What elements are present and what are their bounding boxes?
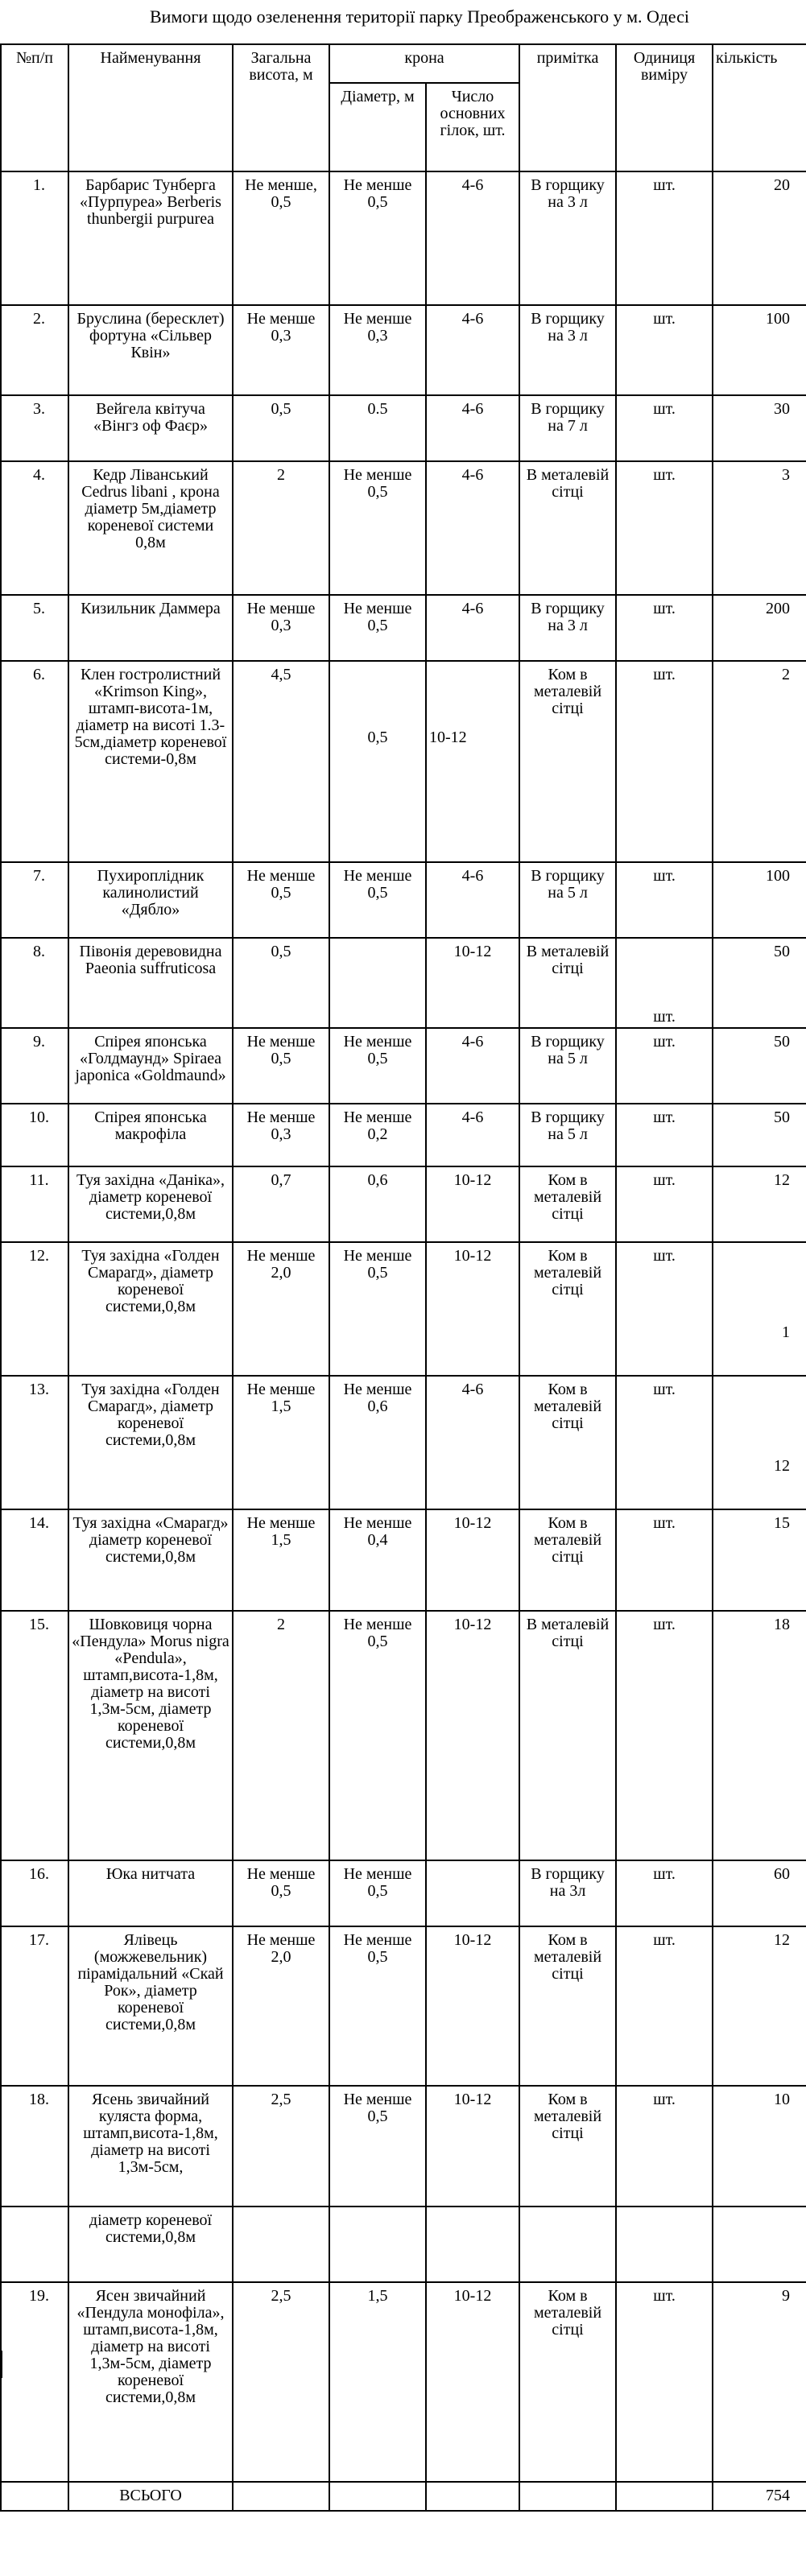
cell-height: 0,5 bbox=[233, 938, 329, 1028]
cell-qty: 9 bbox=[713, 2282, 806, 2482]
cell-unit: шт. bbox=[616, 2282, 713, 2482]
table-row bbox=[1, 1104, 806, 1166]
cell-num: 10. bbox=[1, 1104, 68, 1166]
cell-branches: 4-6 bbox=[426, 862, 519, 938]
cell-unit: шт. bbox=[616, 1104, 713, 1166]
cell-qty: 100 bbox=[713, 305, 806, 395]
cell-name: Клен гостролистний «Krimson King», штамп-висота-1м, діаметр на висоті 1.3-5см,діаметр кореневої системи-0,8м bbox=[68, 661, 233, 862]
cell-height: 0,7 bbox=[233, 1166, 329, 1242]
cell-diameter: Не менше 0,5 bbox=[329, 1028, 426, 1104]
cell-unit: шт. bbox=[616, 461, 713, 595]
table-row bbox=[1, 1611, 806, 1860]
cell-branches: 4-6 bbox=[426, 461, 519, 595]
cell-height: Не менше 0,5 bbox=[233, 862, 329, 938]
plants-table bbox=[0, 43, 806, 2512]
total-qty: 754 bbox=[713, 2482, 806, 2511]
table-row bbox=[1, 1166, 806, 1242]
header-unit: Одиниця виміру bbox=[616, 44, 713, 171]
table-row bbox=[1, 1926, 806, 2086]
table-row bbox=[1, 2207, 806, 2282]
cell-diameter: Не менше 0,5 bbox=[329, 595, 426, 661]
cell-num: 14. bbox=[1, 1509, 68, 1611]
table-row bbox=[1, 1376, 806, 1509]
cell-qty: 12 bbox=[713, 1926, 806, 2086]
cell-note: Ком в металевій сітці bbox=[519, 1926, 616, 2086]
cell-name: Кедр Ліванський Cedrus libani , крона діаметр 5м,діаметр кореневої системи 0,8м bbox=[68, 461, 233, 595]
document-title: Вимоги щодо озеленення території парку Преображенського у м. Одесі bbox=[150, 6, 689, 27]
cell-note: В горщику на 3 л bbox=[519, 171, 616, 305]
cell-unit: шт. bbox=[616, 862, 713, 938]
header-diameter: Діаметр, м bbox=[329, 83, 426, 171]
cell-branches: 4-6 bbox=[426, 595, 519, 661]
cell-diameter: Не менше 0,5 bbox=[329, 461, 426, 595]
cell-name: Юка нитчата bbox=[68, 1860, 233, 1926]
cell-name: Кизильник Даммера bbox=[68, 595, 233, 661]
cell-height: Не менше 0,5 bbox=[233, 1028, 329, 1104]
cell-height: Не менше 0,5 bbox=[233, 1860, 329, 1926]
cell-diameter: Не менше 0,4 bbox=[329, 1509, 426, 1611]
cell-name: Туя західна «Даніка», діаметр кореневої системи,0,8м bbox=[68, 1166, 233, 1242]
cell-diameter bbox=[329, 2207, 426, 2282]
cell-height: Не менше 0,3 bbox=[233, 595, 329, 661]
cell-num: 4. bbox=[1, 461, 68, 595]
cell-note: В горщику на 7 л bbox=[519, 395, 616, 461]
cell-note bbox=[519, 2207, 616, 2282]
cell-diameter: Не менше 0,6 bbox=[329, 1376, 426, 1509]
cell-branches: 10-12 bbox=[426, 1926, 519, 2086]
cell-height: Не менше 1,5 bbox=[233, 1509, 329, 1611]
cell-branches: 4-6 bbox=[426, 1028, 519, 1104]
cell-num: 8. bbox=[1, 938, 68, 1028]
table-row bbox=[1, 1242, 806, 1376]
cell-qty: 20 bbox=[713, 171, 806, 305]
total-label: ВСЬОГО bbox=[68, 2482, 233, 2511]
cell-diameter: Не менше 0,5 bbox=[329, 171, 426, 305]
cell-height: 2 bbox=[233, 461, 329, 595]
cell-name: Ялівець (можжевельник) пірамідальний «Скай Рок», діаметр кореневої системи,0,8м bbox=[68, 1926, 233, 2086]
cell-unit: шт. bbox=[616, 1166, 713, 1242]
cell-num: 9. bbox=[1, 1028, 68, 1104]
cell-height: 4,5 bbox=[233, 661, 329, 862]
cell-qty: 3 bbox=[713, 461, 806, 595]
header-name: Найменування bbox=[68, 44, 233, 171]
table-row bbox=[1, 1028, 806, 1104]
cell-diameter: 0,6 bbox=[329, 1166, 426, 1242]
cell-height: 2,5 bbox=[233, 2086, 329, 2207]
cell-note: Ком в металевій сітці bbox=[519, 1509, 616, 1611]
cell-diameter: Не менше 0,5 bbox=[329, 1242, 426, 1376]
cell-note: Ком в металевій сітці bbox=[519, 2086, 616, 2207]
cell-num: 19. bbox=[1, 2282, 68, 2482]
cell-name: Півонія деревовидна Paeonia suffruticosa bbox=[68, 938, 233, 1028]
cell-height: Не менше, 0,5 bbox=[233, 171, 329, 305]
cell-branches: 10-12 bbox=[426, 1509, 519, 1611]
table-row bbox=[1, 1860, 806, 1926]
cell-qty: 50 bbox=[713, 1028, 806, 1104]
cell-name: Ясен звичайний «Пендула монофіла», штамп,висота-1,8м, діаметр на висоті 1,3м-5см, діаметр кореневої системи,0,8м bbox=[68, 2282, 233, 2482]
cell-height: Не менше 2,0 bbox=[233, 1242, 329, 1376]
cell-note: В горщику на 3л bbox=[519, 1860, 616, 1926]
cell-name: Спірея японська «Голдмаунд» Spiraea japonica «Goldmaund» bbox=[68, 1028, 233, 1104]
cell-name: Туя західна «Голден Смарагд», діаметр кореневої системи,0,8м bbox=[68, 1242, 233, 1376]
cell-branches: 4-6 bbox=[426, 171, 519, 305]
cell-diameter: Не менше 0,5 bbox=[329, 1611, 426, 1860]
cell-num: 13. bbox=[1, 1376, 68, 1509]
cell-unit: шт. bbox=[616, 1509, 713, 1611]
cell-num: 3. bbox=[1, 395, 68, 461]
table-row bbox=[1, 1509, 806, 1611]
cell-name: Спірея японська макрофіла bbox=[68, 1104, 233, 1166]
cell-diameter: Не менше 0,2 bbox=[329, 1104, 426, 1166]
cell-num: 17. bbox=[1, 1926, 68, 2086]
table-row bbox=[1, 661, 806, 862]
cell-num: 16. bbox=[1, 1860, 68, 1926]
total-row bbox=[1, 2482, 806, 2511]
cell-num: 5. bbox=[1, 595, 68, 661]
cell-note: В горщику на 5 л bbox=[519, 862, 616, 938]
cell-unit: шт. bbox=[616, 1376, 713, 1509]
cell-name: Туя західна «Смарагд» діаметр кореневої системи,0,8м bbox=[68, 1509, 233, 1611]
cell-note: В металевій сітці bbox=[519, 461, 616, 595]
cell-qty: 12 bbox=[713, 1166, 806, 1242]
cell-height: 2 bbox=[233, 1611, 329, 1860]
cell-unit: шт. bbox=[616, 171, 713, 305]
cell-height: Не менше 2,0 bbox=[233, 1926, 329, 2086]
cell-qty: 10 bbox=[713, 2086, 806, 2207]
cell-diameter: Не менше 0,5 bbox=[329, 862, 426, 938]
cell-qty: 200 bbox=[713, 595, 806, 661]
cell-name: Пухироплідник калинолистий «Дябло» bbox=[68, 862, 233, 938]
cell-branches: 10-12 bbox=[426, 938, 519, 1028]
cell-branches: 10-12 bbox=[426, 661, 519, 862]
cell-branches: 10-12 bbox=[426, 2282, 519, 2482]
cell-note: В металевій сітці bbox=[519, 938, 616, 1028]
cell-unit: шт. bbox=[616, 1926, 713, 2086]
cell-qty: 12 bbox=[713, 1376, 806, 1509]
cell-height: 2,5 bbox=[233, 2282, 329, 2482]
table-row bbox=[1, 171, 806, 305]
cell-branches: 4-6 bbox=[426, 395, 519, 461]
cell-name: діаметр кореневої системи,0,8м bbox=[68, 2207, 233, 2282]
cell-unit: шт. bbox=[616, 2086, 713, 2207]
cell-diameter: Не менше 0,5 bbox=[329, 2086, 426, 2207]
cell-unit: шт. bbox=[616, 661, 713, 862]
cell-unit: шт. bbox=[616, 395, 713, 461]
table-row bbox=[1, 2086, 806, 2207]
cell-num: 12. bbox=[1, 1242, 68, 1376]
cell-qty: 15 bbox=[713, 1509, 806, 1611]
header-crown: крона bbox=[329, 44, 519, 83]
cell-unit: шт. bbox=[616, 938, 713, 1028]
cell-num: 2. bbox=[1, 305, 68, 395]
cell-unit: шт. bbox=[616, 1028, 713, 1104]
table-row bbox=[1, 938, 806, 1028]
cell-branches bbox=[426, 2207, 519, 2282]
cell-unit: шт. bbox=[616, 1860, 713, 1926]
cell-branches: 4-6 bbox=[426, 1104, 519, 1166]
cell-qty: 18 bbox=[713, 1611, 806, 1860]
cell-name: Туя західна «Голден Смарагд», діаметр кореневої системи,0,8м bbox=[68, 1376, 233, 1509]
table-row bbox=[1, 305, 806, 395]
cell-qty: 50 bbox=[713, 1104, 806, 1166]
cell-unit: шт. bbox=[616, 305, 713, 395]
cell-note: Ком в металевій сітці bbox=[519, 2282, 616, 2482]
cell-branches: 10-12 bbox=[426, 1611, 519, 1860]
cell-num: 15. bbox=[1, 1611, 68, 1860]
cell-qty: 30 bbox=[713, 395, 806, 461]
cell-num: 1. bbox=[1, 171, 68, 305]
cell-unit bbox=[616, 2207, 713, 2282]
cell-diameter: Не менше 0,3 bbox=[329, 305, 426, 395]
cell-note: В горщику на 5 л bbox=[519, 1028, 616, 1104]
cell-unit: шт. bbox=[616, 1242, 713, 1376]
cell-height bbox=[233, 2207, 329, 2282]
table-row bbox=[1, 595, 806, 661]
cell-num: 7. bbox=[1, 862, 68, 938]
header-row bbox=[1, 44, 806, 83]
cell-note: В горщику на 3 л bbox=[519, 305, 616, 395]
header-qty: кількість bbox=[713, 44, 806, 171]
cell-note: Ком в металевій сітці bbox=[519, 1376, 616, 1509]
margin-mark bbox=[0, 2351, 2, 2378]
cell-note: Ком в металевій сітці bbox=[519, 1242, 616, 1376]
cell-branches: 10-12 bbox=[426, 1166, 519, 1242]
cell-diameter: 0,5 bbox=[329, 661, 426, 862]
header-height: Загальна висота, м bbox=[233, 44, 329, 171]
cell-note: Ком в металевій сітці bbox=[519, 661, 616, 862]
cell-qty: 50 bbox=[713, 938, 806, 1028]
cell-unit: шт. bbox=[616, 1611, 713, 1860]
cell-branches: 10-12 bbox=[426, 1242, 519, 1376]
cell-branches: 10-12 bbox=[426, 2086, 519, 2207]
table-row bbox=[1, 2282, 806, 2482]
cell-num bbox=[1, 2207, 68, 2282]
table-row bbox=[1, 395, 806, 461]
table-row bbox=[1, 461, 806, 595]
cell-num: 6. bbox=[1, 661, 68, 862]
cell-num: 11. bbox=[1, 1166, 68, 1242]
cell-note: В горщику на 3 л bbox=[519, 595, 616, 661]
cell-qty: 60 bbox=[713, 1860, 806, 1926]
cell-note: Ком в металевій сітці bbox=[519, 1166, 616, 1242]
cell-name: Вейгела квітуча «Вінгз оф Фаєр» bbox=[68, 395, 233, 461]
cell-unit: шт. bbox=[616, 595, 713, 661]
cell-name: Бруслина (бересклет) фортуна «Сільвер Квін» bbox=[68, 305, 233, 395]
cell-diameter: Не менше 0,5 bbox=[329, 1860, 426, 1926]
cell-branches: 4-6 bbox=[426, 305, 519, 395]
cell-name: Ясень звичайний кулястa форма, штамп,висота-1,8м, діаметр на висоті 1,3м-5см, bbox=[68, 2086, 233, 2207]
cell-diameter: Не менше 0,5 bbox=[329, 1926, 426, 2086]
cell-name: Шовковиця чорна «Пендула» Morus nigra «Pendula», штамп,висота-1,8м, діаметр на висоті 1,3м-5см, діаметр кореневої системи,0,8м bbox=[68, 1611, 233, 1860]
cell-note: В металевій сітці bbox=[519, 1611, 616, 1860]
header-num: №п/п bbox=[1, 44, 68, 171]
header-note: примітка bbox=[519, 44, 616, 171]
cell-height: Не менше 1,5 bbox=[233, 1376, 329, 1509]
cell-height: Не менше 0,3 bbox=[233, 305, 329, 395]
cell-qty: 1 bbox=[713, 1242, 806, 1376]
cell-qty: 2 bbox=[713, 661, 806, 862]
cell-qty bbox=[713, 2207, 806, 2282]
table-row bbox=[1, 862, 806, 938]
header-branches: Число основних гілок, шт. bbox=[426, 83, 519, 171]
cell-name: Барбарис Тунберга «Пурпуреа» Berberis thunbergii purpurea bbox=[68, 171, 233, 305]
cell-qty: 100 bbox=[713, 862, 806, 938]
cell-branches: 4-6 bbox=[426, 1376, 519, 1509]
cell-diameter bbox=[329, 938, 426, 1028]
cell-diameter: 0.5 bbox=[329, 395, 426, 461]
cell-height: Не менше 0,3 bbox=[233, 1104, 329, 1166]
cell-note: В горщику на 5 л bbox=[519, 1104, 616, 1166]
cell-num: 18. bbox=[1, 2086, 68, 2207]
cell-branches bbox=[426, 1860, 519, 1926]
cell-diameter: 1,5 bbox=[329, 2282, 426, 2482]
cell-height: 0,5 bbox=[233, 395, 329, 461]
